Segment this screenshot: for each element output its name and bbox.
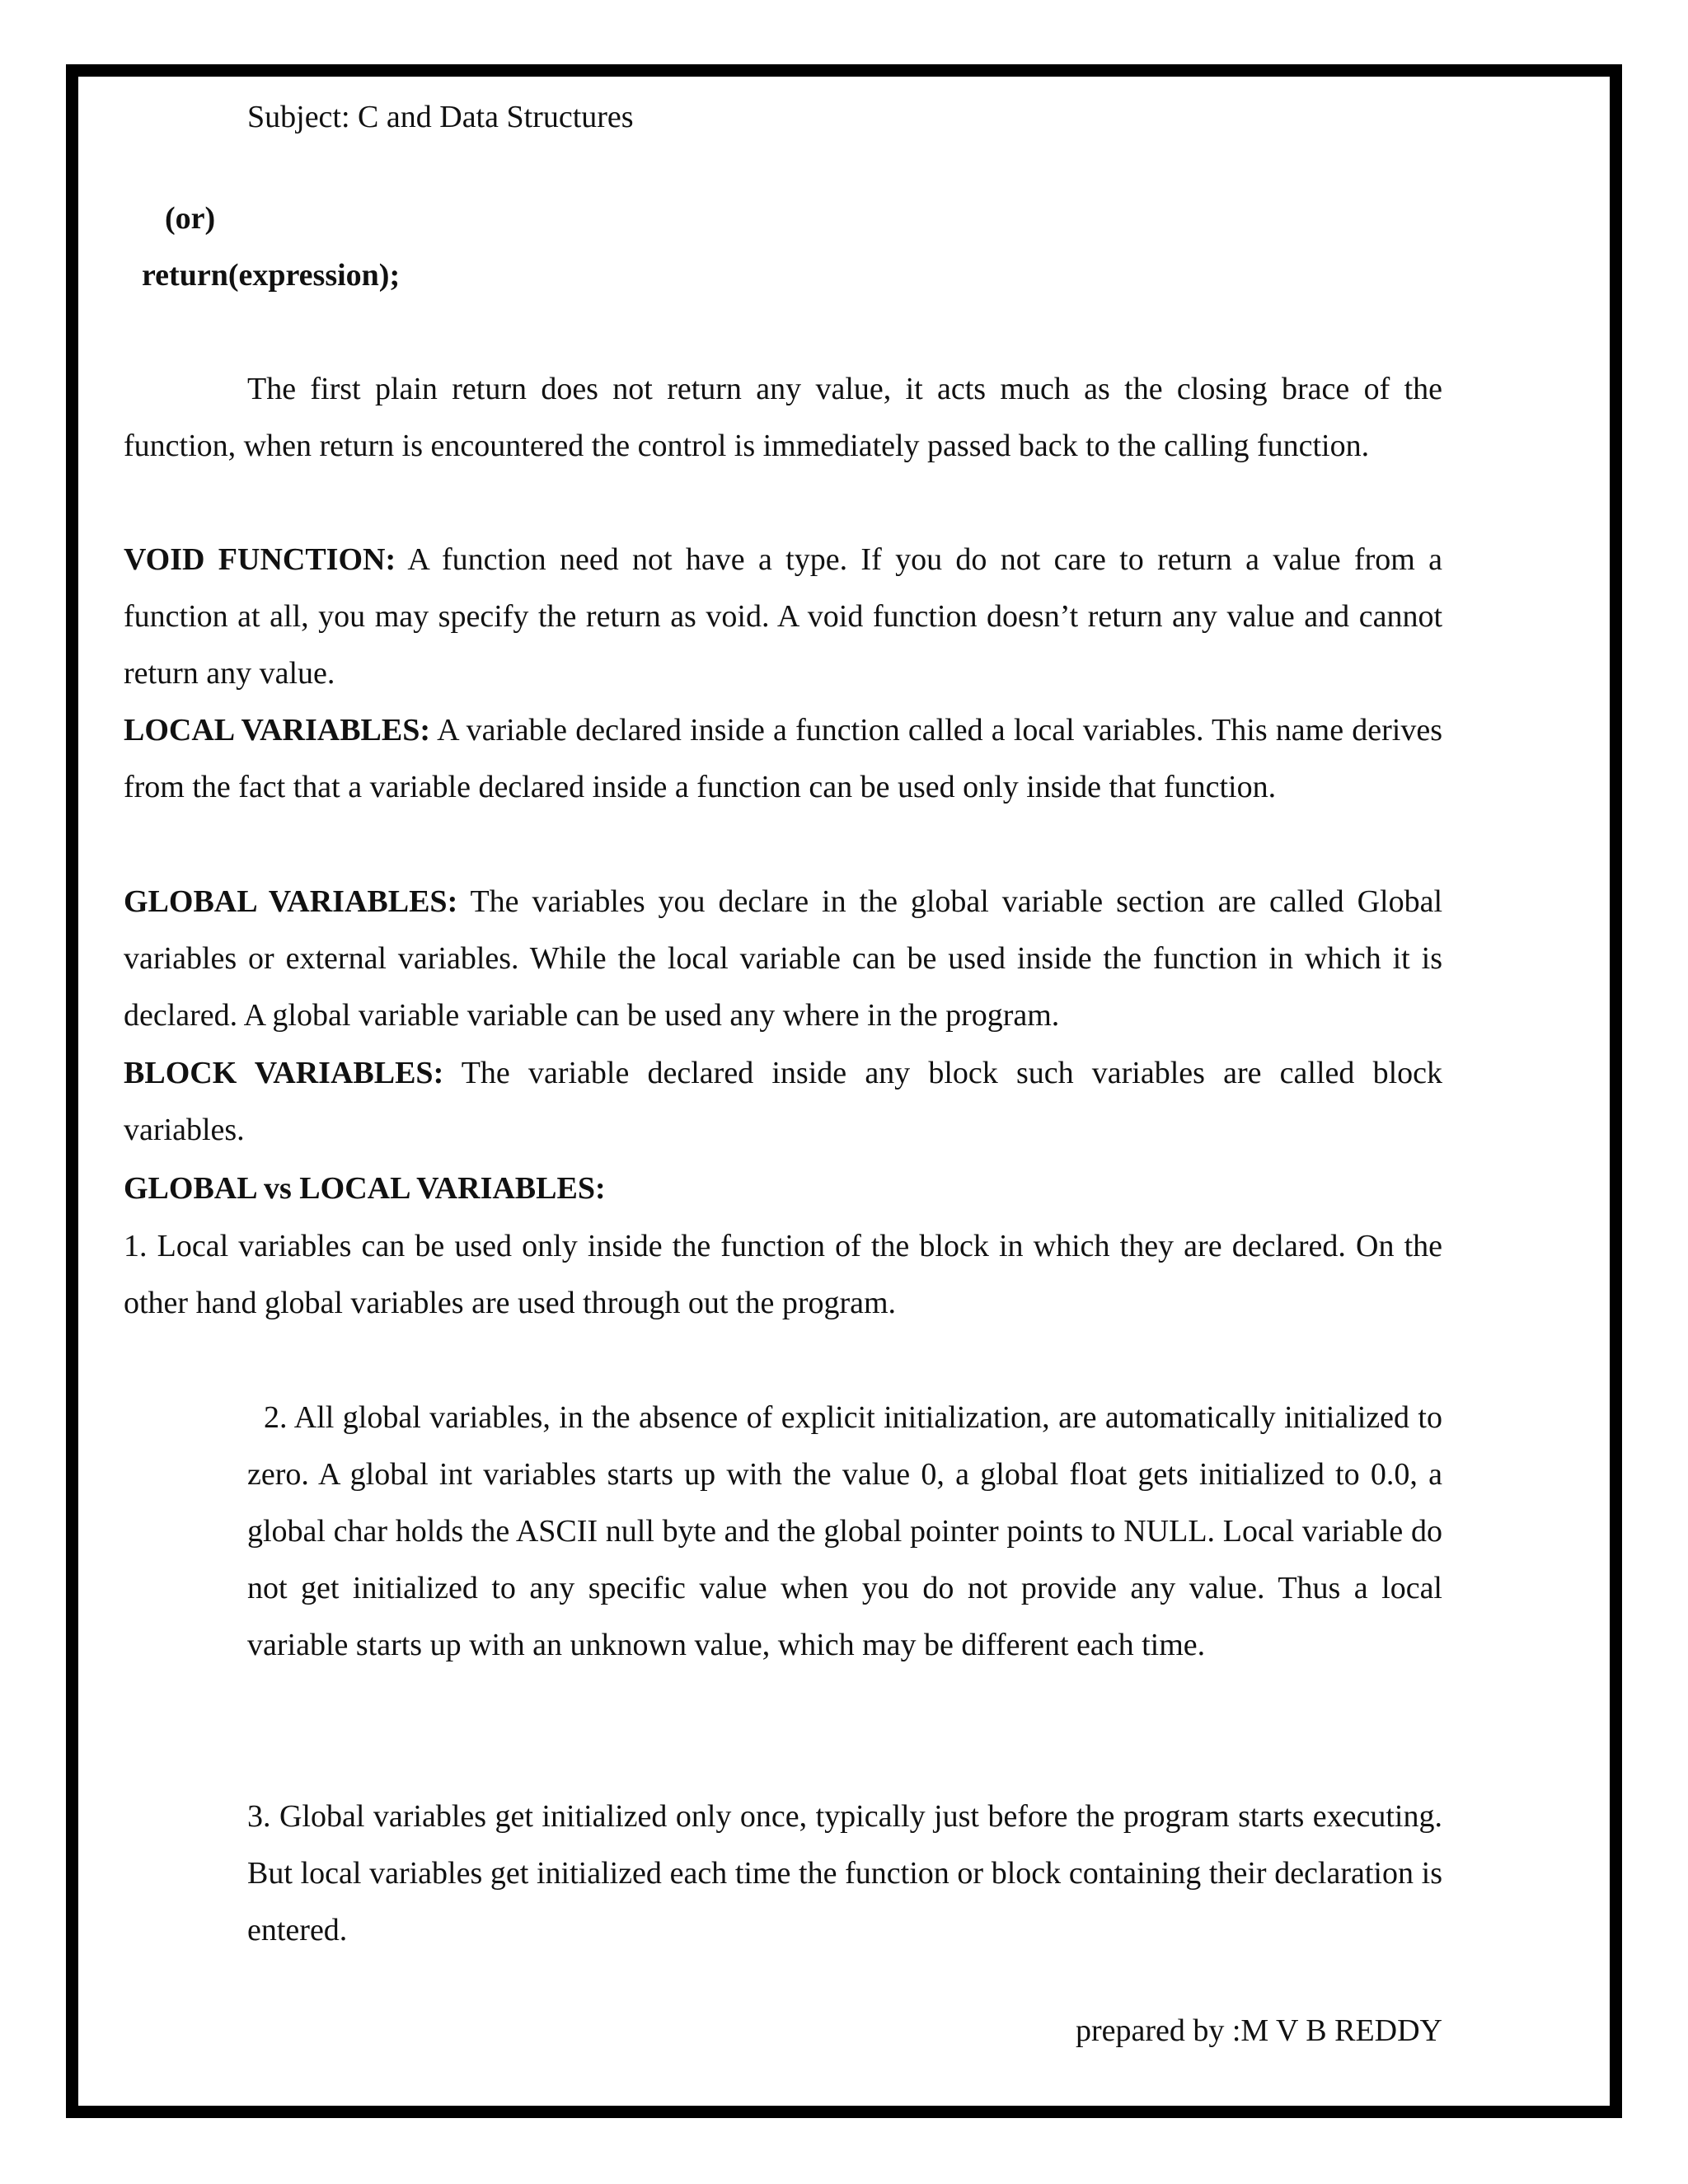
- global-vs-local-heading: GLOBAL vs LOCAL VARIABLES:: [124, 1171, 606, 1206]
- local-variables-heading: LOCAL VARIABLES:: [124, 713, 431, 748]
- subject-header: Subject: C and Data Structures: [247, 100, 634, 134]
- void-function-text: A function need not have a type. If you do not care to return a value from a function at all, you may specify the return as void. A void function doesn’t return any value and cannot return any value.: [124, 542, 1442, 691]
- prepared-by-footer: prepared by :M V B REDDY: [1075, 2013, 1442, 2048]
- paragraph-void-function: [124, 532, 1442, 702]
- comparison-point-3: 3. Global variables get initialized only once, typically just before the program starts executing. But local variables get initialized each time the function or block containing their declaration is entered.: [247, 1799, 1442, 1947]
- global-variables-text: The variables you declare in the global variable section are called Global variables or external variables. While the local variable can be used inside the function in which it is declared. A global variable variable can be used any where in the program.: [124, 884, 1442, 1033]
- paragraph-local-variables: [124, 702, 1442, 816]
- paragraph-block-variables: [124, 1045, 1442, 1159]
- global-variables-heading: GLOBAL VARIABLES:: [124, 884, 458, 919]
- block-variables-heading: BLOCK VARIABLES:: [124, 1056, 444, 1090]
- comparison-point-1: 1. Local variables can be used only inside the function of the block in which they are declared. On the other hand global variables are used through out the program.: [124, 1229, 1442, 1320]
- void-function-heading: VOID FUNCTION:: [124, 542, 396, 577]
- comparison-point-2: 2. All global variables, in the absence of explicit initialization, are automatically initialized to zero. A global int variables starts up with the value 0, a global float gets initialized to 0.0, a global char holds the ASCII null byte and the global pointer points to NULL. Local variable do not get initialized to any specific value when you do not provide any value. Thus a local variable starts up with an unknown value, which may be different each time.: [247, 1400, 1442, 1662]
- paragraph-plain-return: The first plain return does not return any value, it acts much as the closing brace of the function, when return is encountered the control is immediately passed back to the calling function.: [124, 372, 1442, 463]
- return-expression-code: return(expression);: [142, 258, 401, 293]
- block-variables-text: The variable declared inside any block such variables are called block variables.: [124, 1056, 1442, 1147]
- paragraph-global-variables: [124, 874, 1442, 1044]
- or-label: (or): [165, 201, 216, 236]
- local-variables-text: A variable declared inside a function called a local variables. This name derives from the fact that a variable declared inside a function can be used only inside that function.: [124, 713, 1442, 804]
